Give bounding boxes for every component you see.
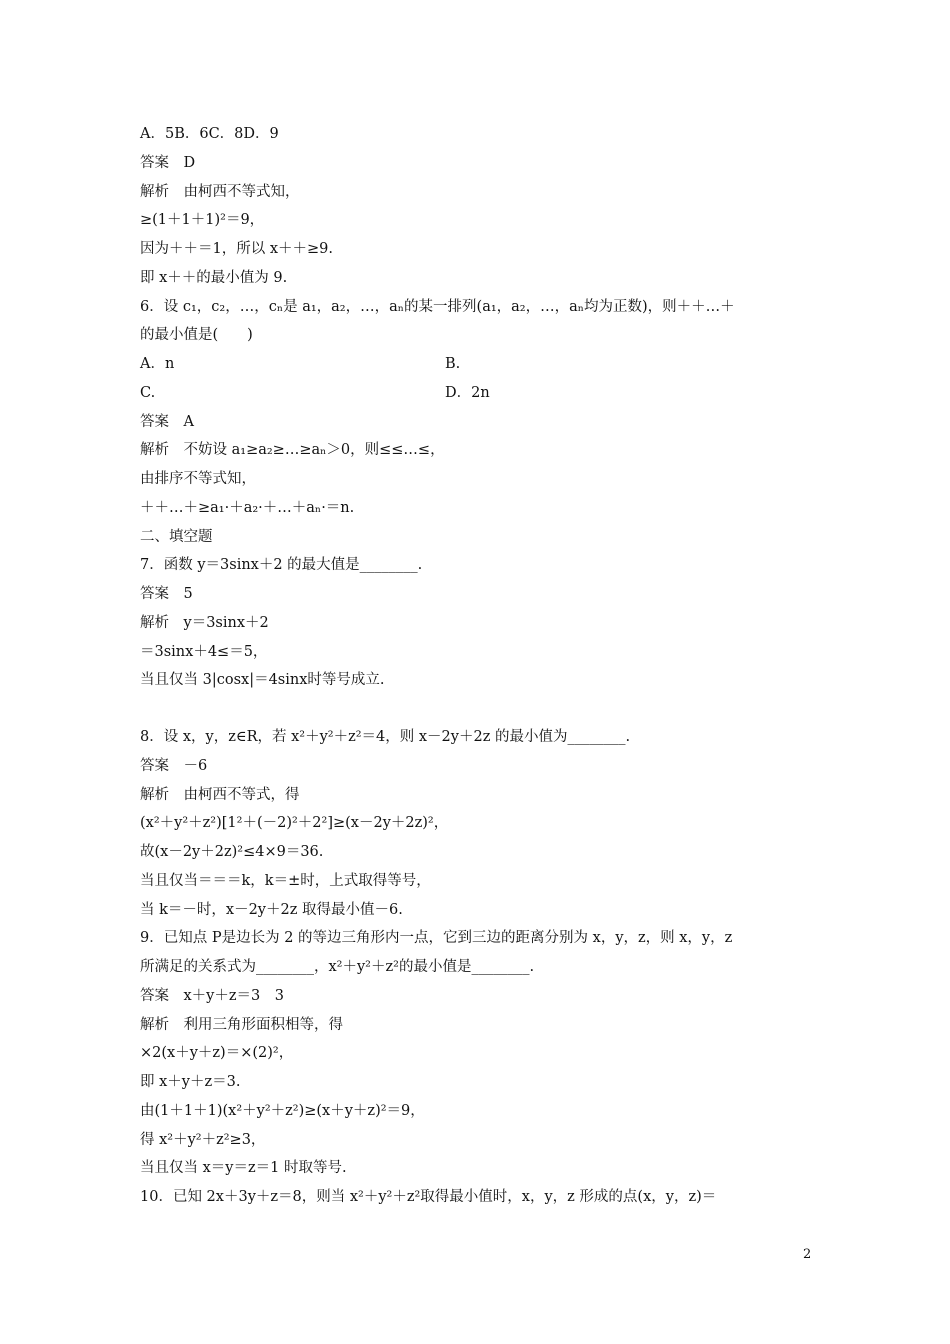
- answer-line: 答案 5: [140, 586, 193, 602]
- text-line: ＋＋…＋≥a₁·＋a₂·＋…＋aₙ·＝n.: [140, 499, 355, 516]
- answer-line: 答案 x＋y＋z＝3 3: [140, 987, 284, 1004]
- text-line: 的最小值是( ): [140, 327, 253, 344]
- option-a: A．n: [140, 356, 175, 372]
- text-line: 当且仅当 x＝y＝z＝1 时取等号.: [140, 1160, 347, 1177]
- spacer: [140, 695, 820, 723]
- text-line: 由排序不等式知，: [140, 471, 256, 487]
- option-b: B.: [445, 356, 461, 372]
- question-6: 6．设 c₁，c₂，…，cₙ是 a₁，a₂，…，aₙ的某一排列(a₁，a₂，…，aₙ均为正数)，则＋＋…＋: [140, 298, 735, 315]
- question-7: 7．函数 y＝3sinx＋2 的最大值是________.: [140, 557, 423, 574]
- analysis-line: 解析 y＝3sinx＋2: [140, 614, 269, 631]
- text-line: 即 x＋y＋z＝3.: [140, 1074, 241, 1090]
- text-line: 由(1＋1＋1)(x²＋y²＋z²)≥(x＋y＋z)²＝9，: [140, 1102, 425, 1119]
- analysis-line: 解析 由柯西不等式，得: [140, 786, 300, 803]
- text-line: ×2(x＋y＋z)＝×(2)²，: [140, 1045, 294, 1062]
- analysis-line: 解析 由柯西不等式知，: [140, 183, 300, 200]
- options-row: [140, 379, 820, 408]
- page-number: 2: [803, 1247, 812, 1262]
- text-line: 故(x－2y＋2z)²≤4×9＝36.: [140, 844, 324, 860]
- analysis-line: 解析 利用三角形面积相等，得: [140, 1016, 343, 1033]
- question-8: 8．设 x，y，z∈R，若 x²＋y²＋z²＝4，则 x－2y＋2z 的最小值为________.: [140, 729, 631, 745]
- option-d: D．2n: [445, 384, 490, 401]
- text-line: 因为＋＋＝1，所以 x＋＋≥9.: [140, 241, 333, 257]
- text-line: 当且仅当＝＝＝k，k＝±时，上式取得等号，: [140, 872, 431, 889]
- question-10: 10．已知 2x＋3y＋z＝8，则当 x²＋y²＋z²取得最小值时，x，y，z 形成的点(x，y，z)＝: [140, 1189, 717, 1205]
- answer-line: 答案 D: [140, 154, 196, 171]
- text-line: 即 x＋＋的最小值为 9.: [140, 269, 288, 286]
- answer-line: 答案 －6: [140, 757, 208, 774]
- text-line: ≥(1＋1＋1)²＝9，: [140, 212, 265, 229]
- answer-line: 答案 A: [140, 413, 194, 430]
- text-line: 当且仅当 3|cosx|＝4sinx时等号成立.: [140, 672, 385, 689]
- section-heading: 二、填空题: [140, 528, 213, 545]
- text-line: 所满足的关系式为________，x²＋y²＋z²的最小值是________.: [140, 959, 535, 975]
- text-line: ＝3sinx＋4≤＝5，: [140, 643, 268, 660]
- text-line: 得 x²＋y²＋z²≥3，: [140, 1131, 266, 1148]
- text-line: A．5B．6C．8D．9: [140, 126, 279, 142]
- question-9: 9．已知点 P是边长为 2 的等边三角形内一点，它到三边的距离分别为 x，y，z，则 x，y，z: [140, 930, 733, 947]
- option-c: C.: [140, 384, 156, 401]
- analysis-line: 解析 不妨设 a₁≥a₂≥…≥aₙ＞0，则≤≤…≤，: [140, 442, 445, 459]
- text-line: (x²＋y²＋z²)[1²＋(－2)²＋2²]≥(x－2y＋2z)²，: [140, 815, 449, 832]
- document-body: [140, 120, 820, 1212]
- options-row: [140, 350, 820, 379]
- text-line: 当 k＝－时，x－2y＋2z 取得最小值－6.: [140, 901, 403, 918]
